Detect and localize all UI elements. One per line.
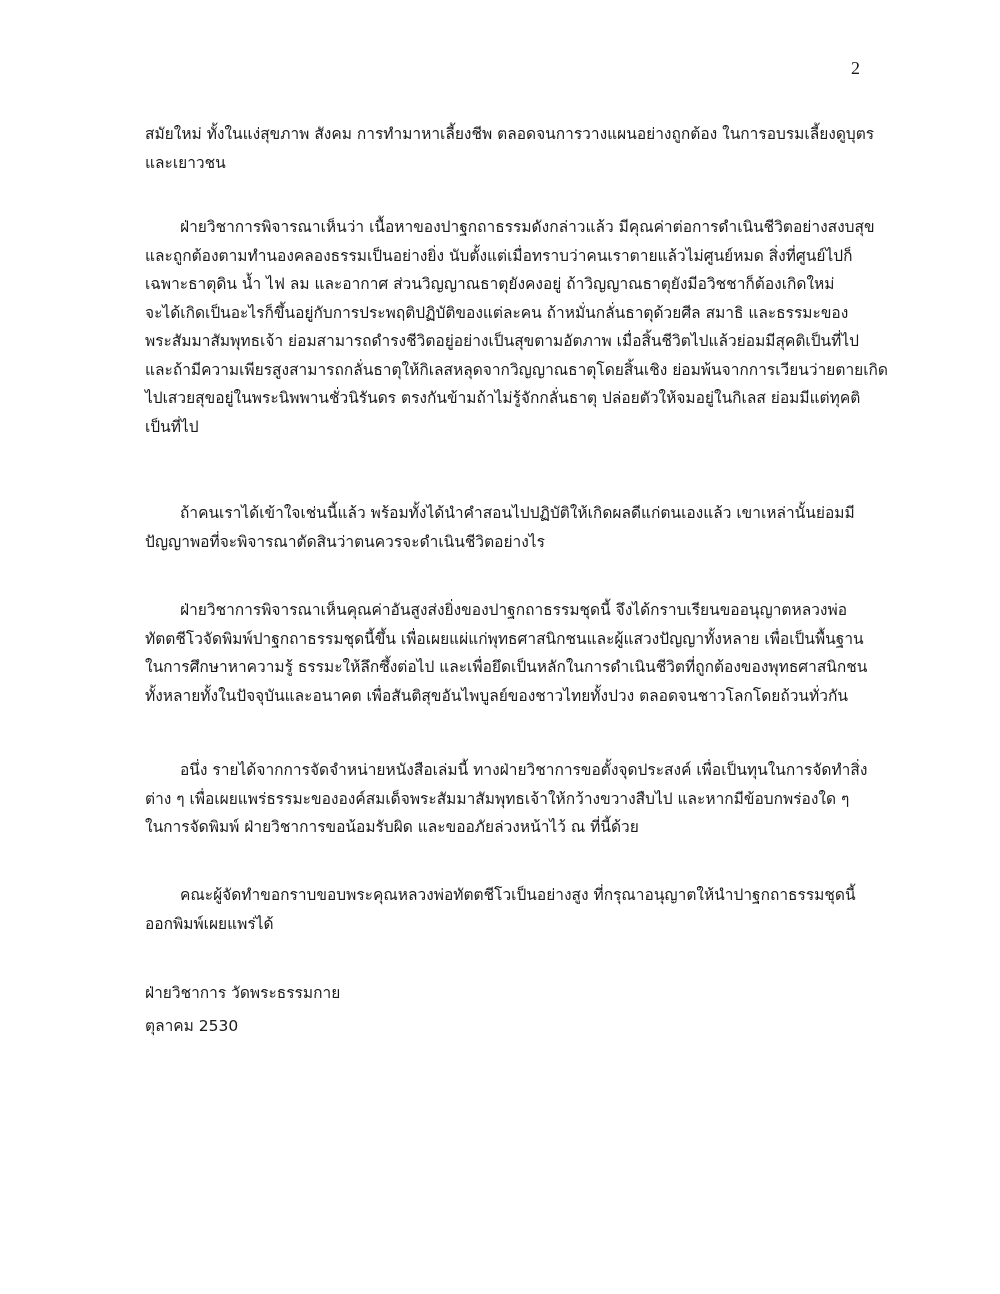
text-line: เป็นที่ไป: [145, 417, 199, 436]
paragraph-assessment: [145, 213, 888, 441]
text-line: ปัญญาพอที่จะพิจารณาตัดสินว่าตนควรจะดำเนินชีวิตอย่างไร: [145, 532, 545, 551]
text-line: อนึ่ง รายได้จากการจัดจำหน่ายหนังสือเล่มนี้ ทางฝ่ายวิชาการขอตั้งจุดประสงค์ เพื่อเป็นทุนในการจัดทำสิ่ง: [180, 761, 868, 779]
text-line: ในการจัดพิมพ์ ฝ่ายวิชาการขอน้อมรับผิด และขออภัยล่วงหน้าไว้ ณ ที่นี้ด้วย: [145, 818, 639, 836]
text-line: ในการศึกษาหาความรู้ ธรรมะให้ลึกซึ้งต่อไป และเพื่อยึดเป็นหลักในการดำเนินชีวิตที่ถูกต้องของพุทธศาสนิกชน: [145, 658, 868, 676]
signature-author: ฝ่ายวิชาการ วัดพระธรรมกาย: [145, 984, 341, 1002]
text-line: คณะผู้จัดทำขอกราบขอบพระคุณหลวงพ่อทัตตชีโวเป็นอย่างสูง ที่กรุณาอนุญาตให้นำปาฐกถาธรรมชุดนี้: [180, 886, 856, 904]
paragraph-proceeds: [145, 756, 868, 842]
text-line: จะได้เกิดเป็นอะไรก็ขึ้นอยู่กับการประพฤติปฏิบัติของแต่ละคน ถ้าหมั่นกลั่นธาตุด้วยศีล สมาธิ และธรรมะของ: [145, 303, 849, 322]
paragraph-gratitude: [145, 881, 856, 938]
text-line: ฝ่ายวิชาการพิจารณาเห็นคุณค่าอันสูงส่งยิ่งของปาฐกถาธรรมชุดนี้ จึงได้กราบเรียนขออนุญาตหลวงพ่อ: [180, 601, 848, 619]
page-number: 2: [851, 58, 860, 78]
text-line: ออกพิมพ์เผยแพร่ได้: [145, 914, 274, 933]
text-line: ต่าง ๆ เพื่อเผยแพร่ธรรมะขององค์สมเด็จพระสัมมาสัมพุทธเจ้าให้กว้างขวางสืบไป และหากมีข้อบกพร่องใด ๆ: [145, 789, 850, 808]
paragraph-intro-continuation: [145, 120, 875, 177]
signature-block: [145, 977, 845, 1043]
text-line: พระสัมมาสัมพุทธเจ้า ย่อมสามารถดำรงชีวิตอยู่อย่างเป็นสุขตามอัตภาพ เมื่อสิ้นชีวิตไปแล้วย่อมมีสุคติเป็นที่ไป: [145, 332, 859, 350]
text-line: ฝ่ายวิชาการพิจารณาเห็นว่า เนื้อหาของปาฐกถาธรรมดังกล่าวแล้ว มีคุณค่าต่อการดำเนินชีวิตอย่างสงบสุข: [180, 218, 875, 236]
text-line: และถูกต้องตามทำนองคลองธรรมเป็นอย่างยิ่ง นับตั้งแต่เมื่อทราบว่าคนเราตายแล้วไม่ศูนย์หมด สิ่งที่ศูนย์ไปก็: [145, 246, 853, 265]
text-line: สมัยใหม่ ทั้งในแง่สุขภาพ สังคม การทำมาหาเลี้ยงชีพ ตลอดจนการวางแผนอย่างถูกต้อง ในการอบรมเลี้ยงดูบุตร: [145, 125, 875, 143]
text-line: และเยาวชน: [145, 153, 226, 172]
text-line: ทัตตชีโวจัดพิมพ์ปาฐกถาธรรมชุดนี้ขึ้น เพื่อเผยแผ่แก่พุทธศาสนิกชนและผู้แสวงปัญญาทั้งหลาย เพื่อเป็นพื้นฐาน: [145, 629, 864, 648]
signature-date: ตุลาคม 2530: [145, 1017, 239, 1035]
text-line: ทั้งหลายทั้งในปัจจุบันและอนาคต เพื่อสันติสุขอันไพบูลย์ของชาวไทยทั้งปวง ตลอดจนชาวโลกโดยถ้วนทั่วกัน: [145, 686, 848, 705]
text-line: เฉพาะธาตุดิน น้ำ ไฟ ลม และอากาศ ส่วนวิญญาณธาตุยังคงอยู่ ถ้าวิญญาณธาตุยังมีอวิชชาก็ต้องเกิดใหม่: [145, 275, 835, 293]
text-line: ถ้าคนเราได้เข้าใจเช่นนี้แล้ว พร้อมทั้งได้นำคำสอนไปปฏิบัติให้เกิดผลดีแก่ตนเองแล้ว เขาเหล่านั้นย่อมมี: [180, 504, 855, 522]
text-line: ไปเสวยสุขอยู่ในพระนิพพานชั่วนิรันดร ตรงกันข้ามถ้าไม่รู้จักกลั่นธาตุ ปล่อยตัวให้จมอยู่ในกิเลส ย่อมมีแต่ทุคติ: [145, 389, 861, 407]
text-line: และถ้ามีความเพียรสูงสามารถกลั่นธาตุให้กิเลสหลุดจากวิญญาณธาตุโดยสิ้นเชิง ย่อมพ้นจากการเวียนว่ายตายเกิด: [145, 360, 888, 379]
paragraph-publication-purpose: [145, 596, 868, 710]
paragraph-understanding: [145, 499, 855, 556]
